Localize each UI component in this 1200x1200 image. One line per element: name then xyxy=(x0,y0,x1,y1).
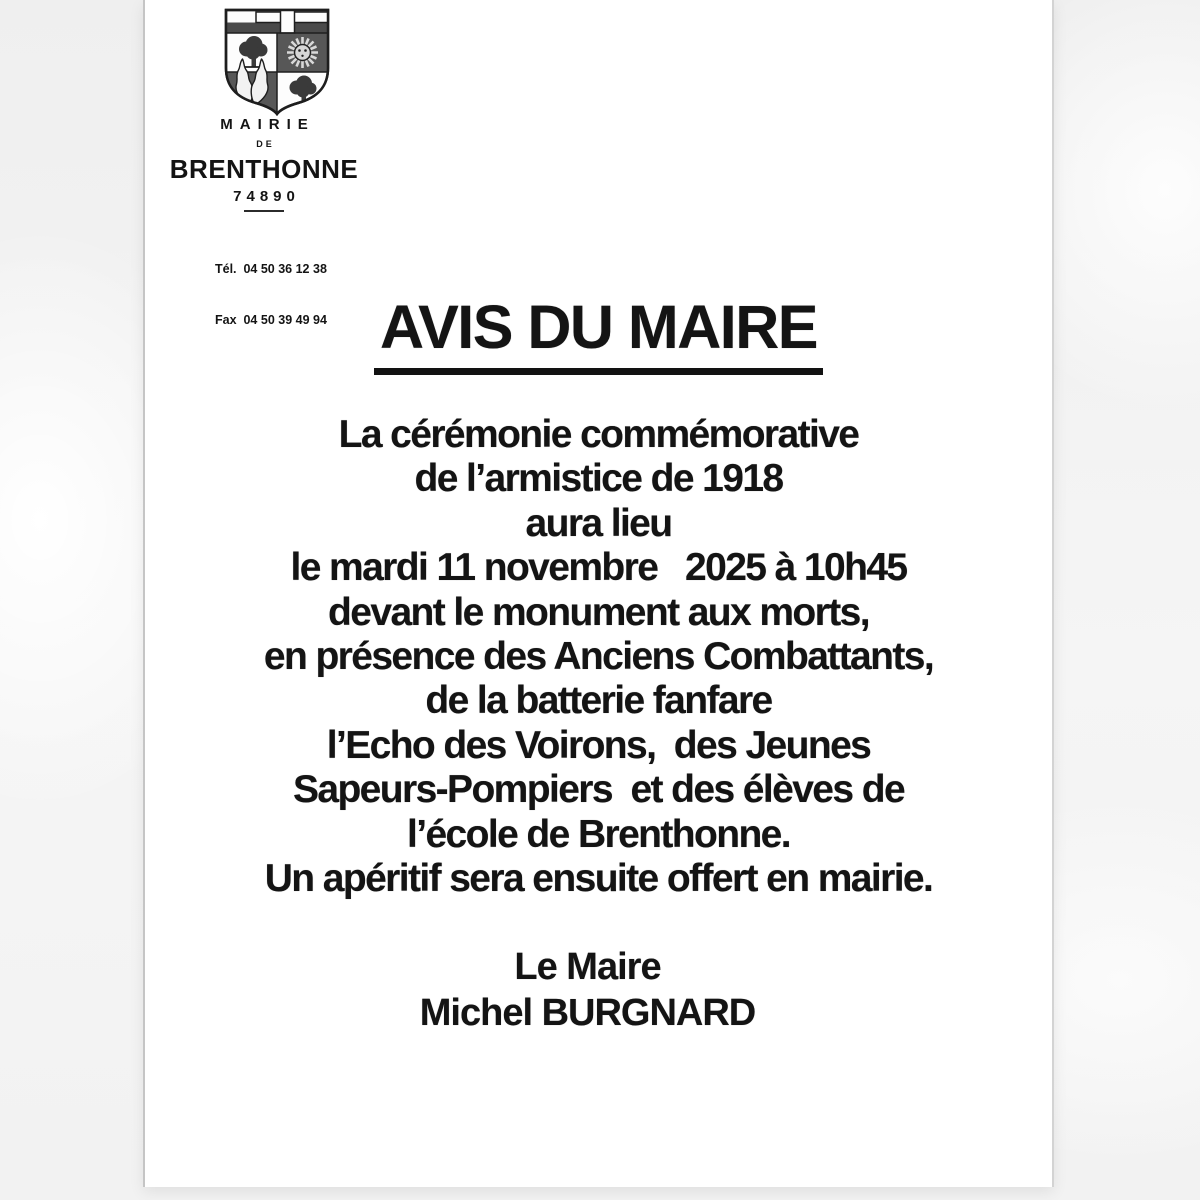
notice-body-line: le mardi 11 novembre 2025 à 10h45 xyxy=(290,546,907,590)
brenthonne-coat-of-arms-icon xyxy=(220,6,334,118)
notice-body-line: l’école de Brenthonne. xyxy=(406,812,791,856)
letterhead-divider xyxy=(244,210,284,212)
letterhead-fax: Fax 04 50 39 49 94 xyxy=(215,313,327,327)
sun-icon xyxy=(287,37,318,68)
signature-name: Michel BURGNARD xyxy=(419,992,756,1034)
notice-body-line: de la batterie fanfare xyxy=(425,679,772,723)
notice-body-line: devant le monument aux morts, xyxy=(328,590,869,634)
notice-body-line: La cérémonie commémorative xyxy=(338,413,859,456)
signature-block xyxy=(145,944,1030,1036)
notice-body-line: aura lieu xyxy=(525,501,672,545)
letterhead-org-mairie: MAIRIE xyxy=(220,116,315,133)
notice-body-line: Un apéritif sera ensuite offert en mairie. xyxy=(264,857,933,901)
notice-title: AVIS DU MAIRE xyxy=(374,292,823,375)
document-page xyxy=(143,0,1054,1187)
letterhead-org-name: BRENTHONNE xyxy=(169,154,359,184)
letterhead xyxy=(149,116,379,212)
chief-band xyxy=(226,23,328,34)
letterhead-postal-code: 74890 xyxy=(233,188,300,205)
title-row xyxy=(145,292,1052,375)
notice-body-line: en présence des Anciens Combattants, xyxy=(263,635,934,679)
letterhead-org-de: DE xyxy=(256,139,275,149)
notice-body-line: de l’armistice de 1918 xyxy=(414,457,783,501)
notice-body-line: l’Echo des Voirons, des Jeunes xyxy=(326,723,871,767)
letterhead-tel: Tél. 04 50 36 12 38 xyxy=(215,262,327,276)
notice-body-line: Sapeurs-Pompiers et des élèves de xyxy=(292,768,905,812)
signature-role: Le Maire xyxy=(514,946,661,988)
notice-body xyxy=(145,413,1052,901)
